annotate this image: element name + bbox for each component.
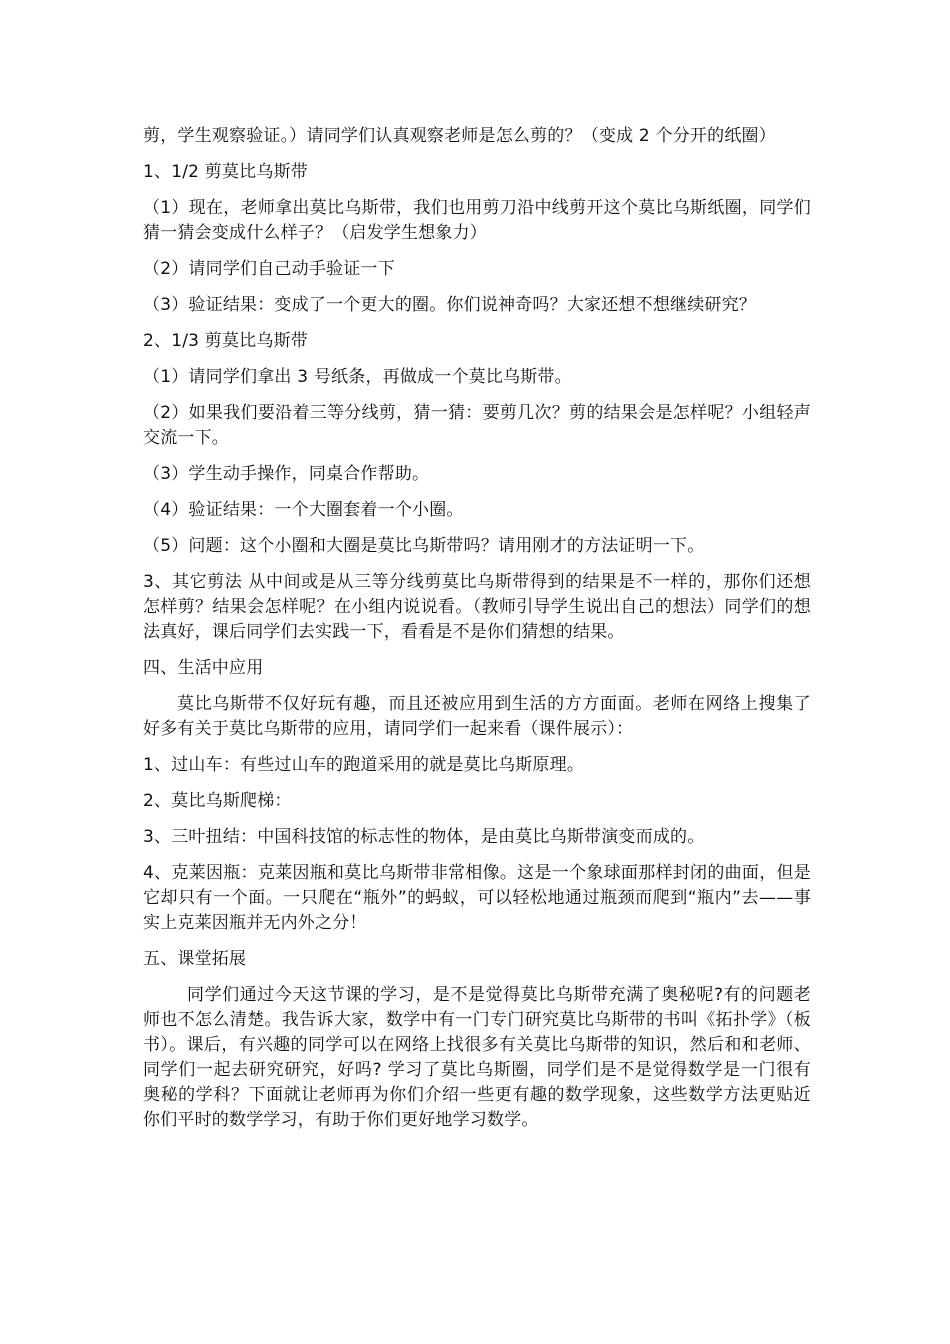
list-item-trefoil-knot: 3、三叶扭结：中国科技馆的标志性的物体，是由莫比乌斯带演变而成的。 xyxy=(143,827,705,847)
paragraph-other-cuts: 3、其它剪法 从中间或是从三等分线剪莫比乌斯带得到的结果是不一样的，那你们还想怎样剪？结果会怎样呢？在小组内说说看。（教师引导学生说出自己的想法）同学们的想法真好，课后同学们去实践一下，看看是不是你们猜想的结果。 xyxy=(143,572,811,642)
list-item-mobius-ladder: 2、莫比乌斯爬梯： xyxy=(143,791,292,811)
paragraph-third-cut-step2: （2）如果我们要沿着三等分线剪，猜一猜：要剪几次？剪的结果会是怎样呢？小组轻声交流一下。 xyxy=(143,403,811,448)
paragraph-half-cut-step2: （2）请同学们自己动手验证一下 xyxy=(143,259,395,279)
paragraph-third-cut-step4: （4）验证结果：一个大圈套着一个小圈。 xyxy=(143,500,464,520)
paragraph-half-cut-step3: （3）验证结果：变成了一个更大的圈。你们说神奇吗？大家还想不想继续研究？ xyxy=(143,295,757,315)
heading-third-cut: 2、1/3 剪莫比乌斯带 xyxy=(143,331,308,351)
document-body xyxy=(143,124,811,1144)
paragraph-verify-cut: 剪，学生观察验证。）请同学们认真观察老师是怎么剪的？（变成 2 个分开的纸圈） xyxy=(143,126,776,146)
paragraph-third-cut-step3: （3）学生动手操作，同桌合作帮助。 xyxy=(143,464,430,484)
paragraph-third-cut-step1: （1）请同学们拿出 3 号纸条，再做成一个莫比乌斯带。 xyxy=(143,367,572,387)
list-item-klein-bottle: 4、克莱因瓶：克莱因瓶和莫比乌斯带非常相像。这是一个象球面那样封闭的曲面，但是它却只有一个面。一只爬在“瓶外”的蚂蚁，可以轻松地通过瓶颈而爬到“瓶内”去——事实上克莱因瓶并无内外之分！ xyxy=(143,863,811,933)
heading-half-cut: 1、1/2 剪莫比乌斯带 xyxy=(143,162,308,182)
paragraph-half-cut-step1: （1）现在，老师拿出莫比乌斯带，我们也用剪刀沿中线剪开这个莫比乌斯纸圈，同学们猜一猜会变成什么样子？（启发学生想象力） xyxy=(143,198,811,243)
paragraph-third-cut-step5: （5）问题：这个小圈和大圈是莫比乌斯带吗？请用刚才的方法证明一下。 xyxy=(143,536,705,556)
paragraph-applications-intro: 莫比乌斯带不仅好玩有趣，而且还被应用到生活的方方面面。老师在网络上搜集了好多有关于莫比乌斯带的应用，请同学们一起来看（课件展示）： xyxy=(143,694,811,739)
list-item-roller-coaster: 1、过山车：有些过山车的跑道采用的就是莫比乌斯原理。 xyxy=(143,755,585,775)
paragraph-extension: 同学们通过今天这节课的学习，是不是觉得莫比乌斯带充满了奥秘呢?有的问题老师也不怎么清楚。我告诉大家，数学中有一门专门研究莫比乌斯带的书叫《拓扑学》（板书）。课后，有兴趣的同学可以在网络上找很多有关莫比乌斯带的知识，然后和和老师、同学们一起去研究研究，好吗? 学习了莫比乌斯圈，同学们是不是觉得数学是一门很有奥秘的学科？下面就让老师再为你们介绍一些更有趣的数学现象，这些数学方法更贴近你们平时的数学学习，有助于你们更好地学习数学。 xyxy=(143,985,811,1130)
section-heading-extension: 五、课堂拓展 xyxy=(143,949,247,969)
section-heading-applications: 四、生活中应用 xyxy=(143,658,264,678)
